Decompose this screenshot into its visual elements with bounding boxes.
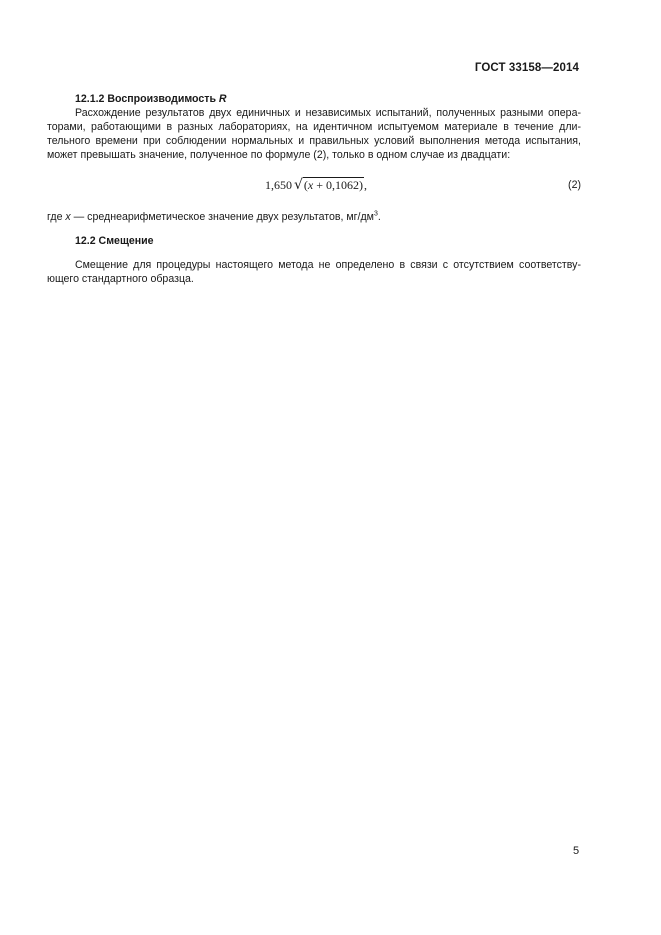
- formula: [265, 176, 367, 194]
- section-gap: [47, 224, 581, 234]
- paragraph-line: тельного времени при соблюдении нормальных и правильных условий выполнения метода испытания,: [47, 135, 581, 147]
- formula-rest: + 0,1062): [313, 178, 364, 192]
- paragraph-line: Расхождение результатов двух единичных и независимых испытаний, полученных разными опера-: [75, 107, 581, 119]
- formula-radicand: [303, 177, 364, 192]
- formula-radical: [292, 176, 364, 194]
- formula-coefficient: 1,650: [265, 178, 292, 192]
- section-heading-variable: R: [218, 93, 227, 105]
- section-heading-text: 12.1.2 Воспроизводимость: [75, 93, 219, 105]
- reproducibility-paragraph: [47, 106, 581, 162]
- where-end: .: [377, 211, 381, 223]
- document-body: [47, 92, 581, 286]
- formula-end: ,: [364, 178, 368, 192]
- page-number: 5: [573, 845, 580, 857]
- where-prefix: где: [47, 211, 66, 223]
- formula-open-paren: (: [303, 178, 308, 192]
- formula-row: [47, 176, 581, 198]
- formula-number: (2): [568, 179, 581, 191]
- paragraph-line: может превышать значение, полученное по формуле (2), только в одном случае из двадцати:: [47, 149, 511, 161]
- bias-paragraph: [47, 258, 581, 286]
- document-code: ГОСТ 33158—2014: [474, 62, 579, 74]
- sqrt-sign: √: [294, 177, 303, 193]
- formula-variable: x: [307, 178, 314, 192]
- where-text: — среднеарифметическое значение двух результатов, мг/дм: [70, 211, 374, 223]
- where-clause: [47, 210, 581, 224]
- where-superscript: 3: [373, 210, 378, 218]
- section-heading-12-1-2: [47, 92, 581, 106]
- paragraph-line: торами, работающими в разных лабораториях, на идентичном испытуемом материале в течение дли-: [47, 121, 581, 133]
- paragraph-line: Смещение для процедуры настоящего метода не определено в связи с отсутствием соответству-: [75, 259, 581, 271]
- section-heading-12-2: 12.2 Смещение: [75, 235, 154, 247]
- paragraph-line: ющего стандартного образца.: [47, 273, 194, 285]
- section-gap: [47, 248, 581, 258]
- where-variable: x: [65, 211, 71, 223]
